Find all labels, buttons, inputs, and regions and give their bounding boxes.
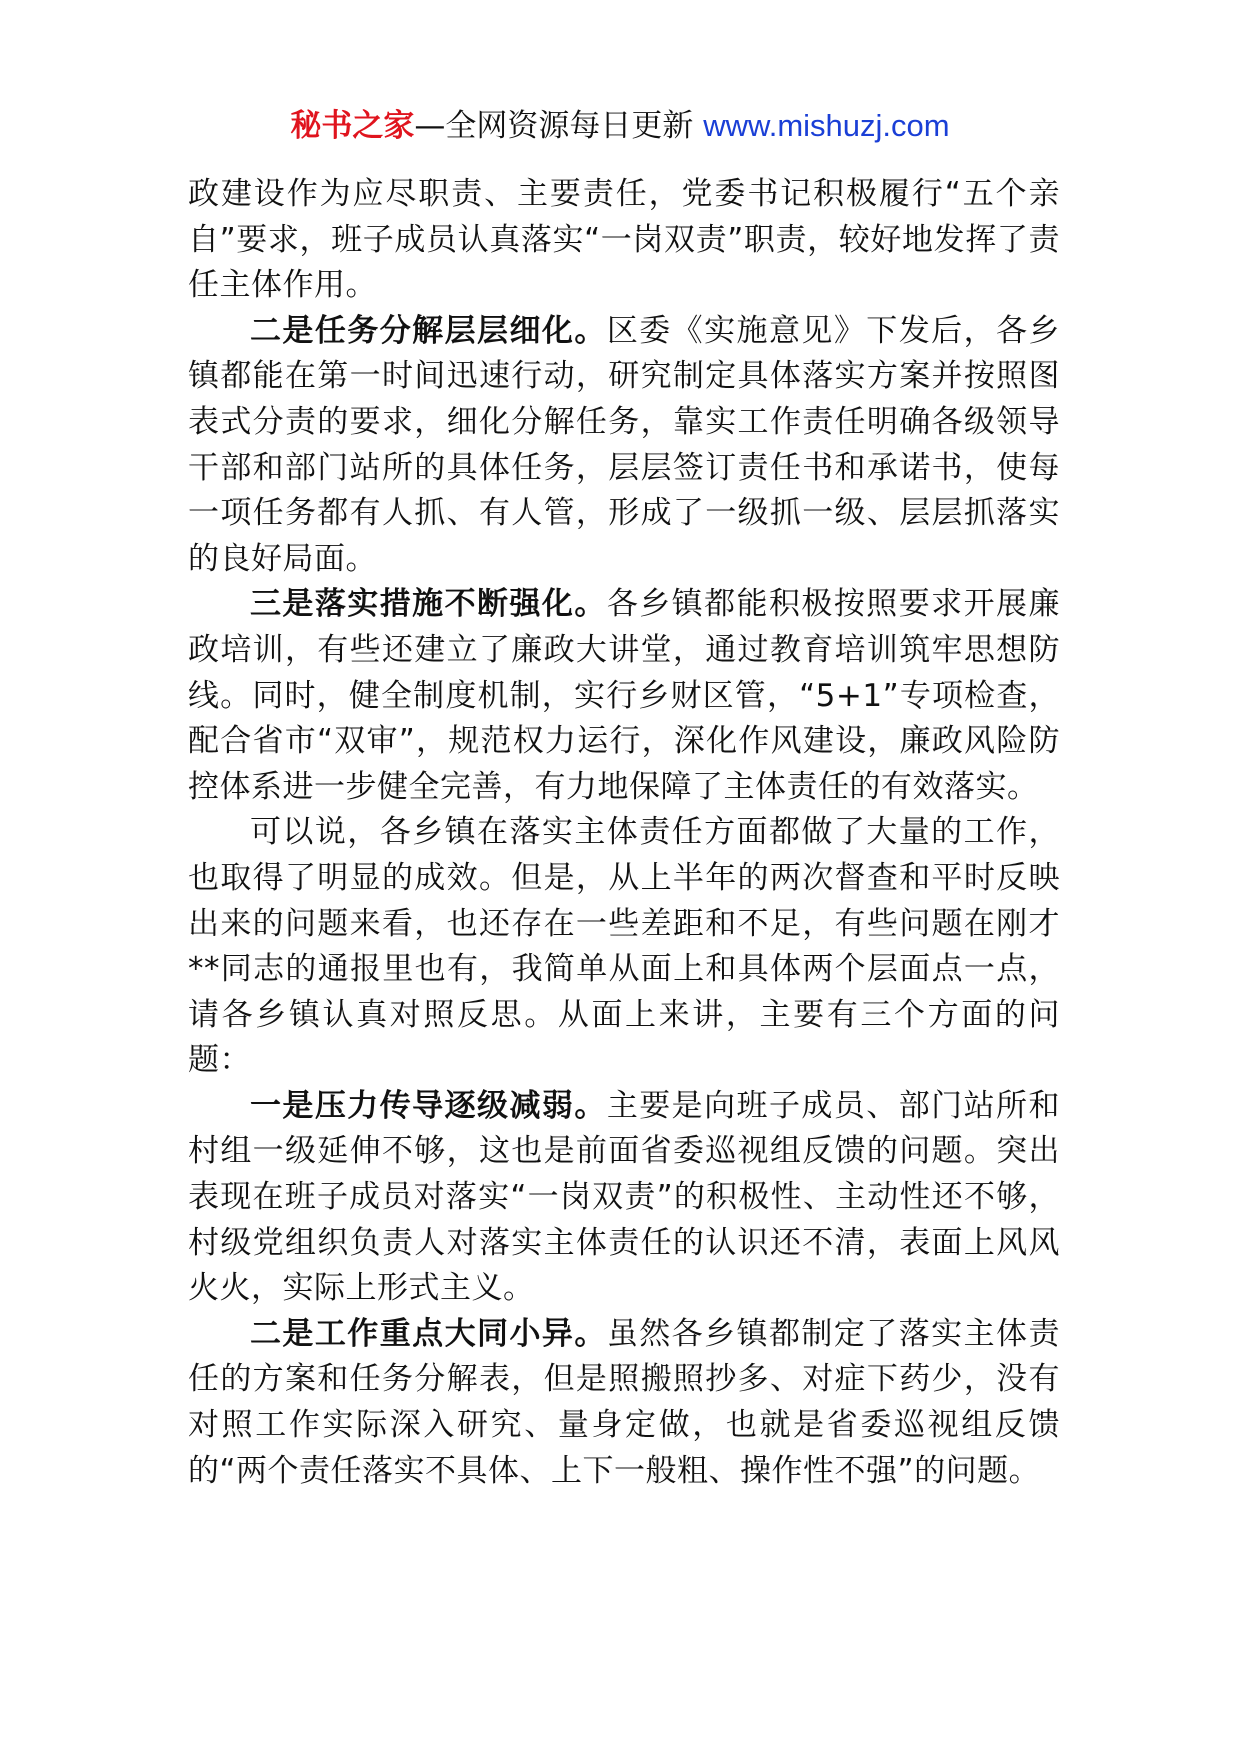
paragraph-task-breakdown <box>188 309 1060 583</box>
paragraph-heading: 二是工作重点大同小异。 <box>250 1315 607 1352</box>
paragraph-text: 区委《实施意见》下发后，各乡镇都能在第一时间迅速行动，研究制定具体落实方案并按照图表式分责的要求，细化分解任务，靠实工作责任明确各级领导干部和部门站所的具体任务，层层签订责任书和承诺书，使每一项任务都有人抓、有人管，形成了一级抓一级、层层抓落实的良好局面。 <box>188 312 1060 577</box>
paragraph-heading: 三是落实措施不断强化。 <box>250 586 607 623</box>
paragraph-text: 政建设作为应尽职责、主要责任，党委书记积极履行“五个亲自”要求，班子成员认真落实“一岗双责”职责，较好地发挥了责任主体作用。 <box>188 176 1060 304</box>
paragraph-pressure <box>188 1084 1060 1312</box>
paragraph-summary <box>188 810 1060 1084</box>
paragraph-focus <box>188 1312 1060 1494</box>
paragraph-heading: 一是压力传导逐级减弱。 <box>250 1087 607 1124</box>
site-brand: 秘书之家 <box>290 108 415 144</box>
paragraph-text: 可以说，各乡镇在落实主体责任方面都做了大量的工作，也取得了明显的成效。但是，从上半年的两次督查和平时反映出来的问题来看，也还存在一些差距和不足，有些问题在刚才**同志的通报里也有，我简单从面上和具体两个层面点一点，请各乡镇认真对照反思。从面上来讲，主要有三个方面的问题： <box>188 814 1060 1079</box>
paragraph-text: 虽然各乡镇都制定了落实主体责任的方案和任务分解表，但是照搬照抄多、对症下药少，没有对照工作实际深入研究、量身定做，也就是省委巡视组反馈的“两个责任落实不具体、上下一般粗、操作性不强”的问题。 <box>188 1315 1060 1489</box>
paragraph-measures <box>188 582 1060 810</box>
document-body <box>188 172 1060 1494</box>
paragraph-text: 各乡镇都能积极按照要求开展廉政培训，有些还建立了廉政大讲堂，通过教育培训筑牢思想防线。同时，健全制度机制，实行乡财区管，“5+1”专项检查，配合省市“双审”，规范权力运行，深化作风建设，廉政风险防控体系进一步健全完善，有力地保障了主体责任的有效落实。 <box>188 586 1060 805</box>
site-url[interactable]: www.mishuzj.com <box>703 108 950 143</box>
paragraph-heading: 二是任务分解层层细化。 <box>250 312 607 349</box>
site-tagline: —全网资源每日更新 <box>414 108 704 144</box>
site-header <box>0 104 1240 148</box>
paragraph-continuation <box>188 172 1060 309</box>
paragraph-text: 主要是向班子成员、部门站所和村组一级延伸不够，这也是前面省委巡视组反馈的问题。突出表现在班子成员对落实“一岗双责”的积极性、主动性还不够，村级党组织负责人对落实主体责任的认识还不清，表面上风风火火，实际上形式主义。 <box>188 1087 1060 1307</box>
